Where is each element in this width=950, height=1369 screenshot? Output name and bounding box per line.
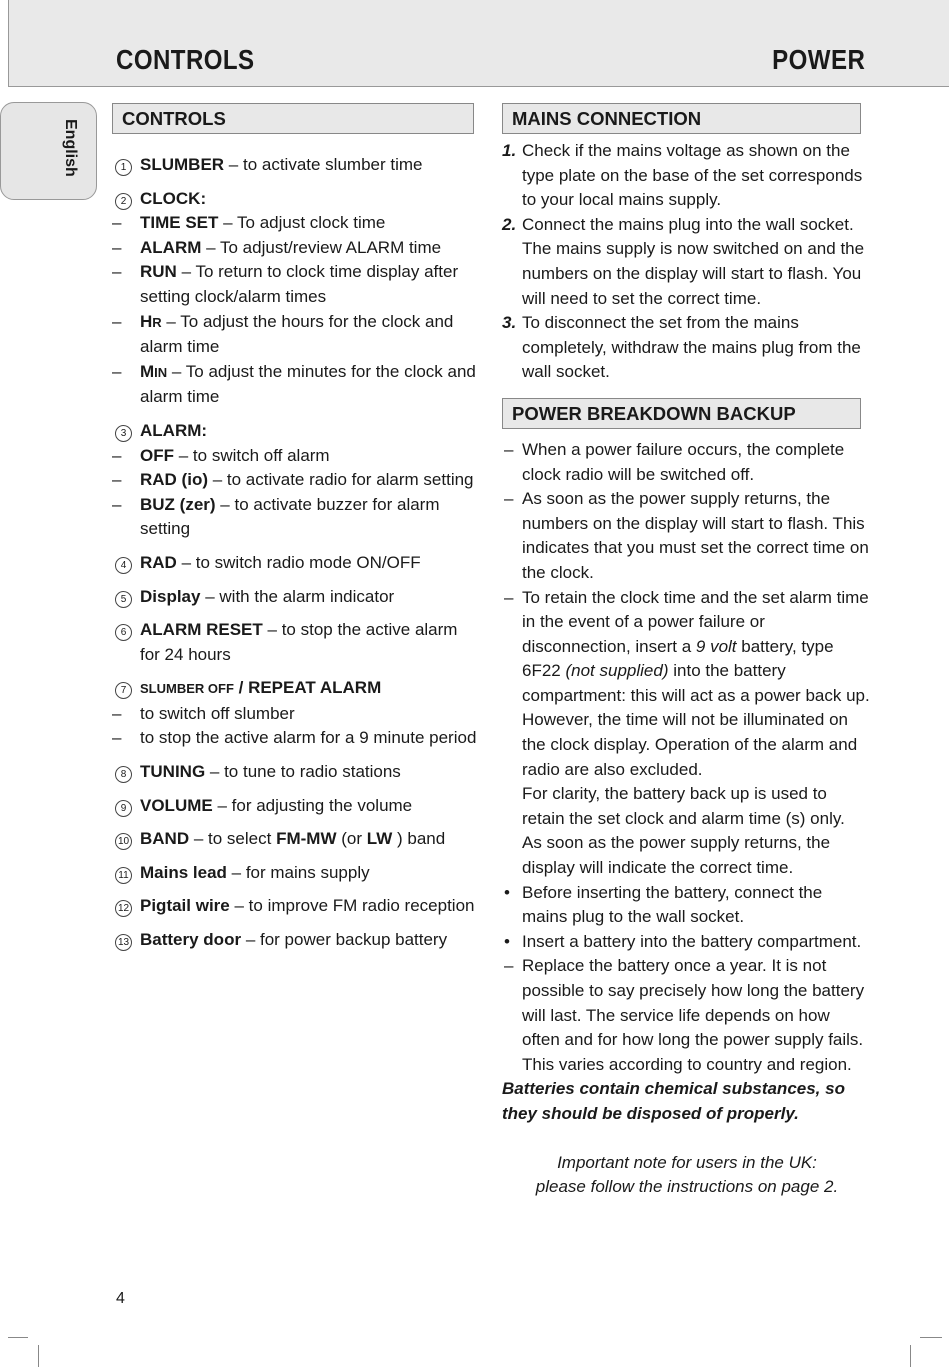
text-run: RAD — [140, 552, 177, 572]
backup-item — [502, 881, 872, 930]
text-run: Mains lead — [140, 862, 227, 882]
crop-mark — [8, 1337, 28, 1338]
text-run: ALARM RESET — [140, 620, 263, 640]
mains-step — [502, 311, 872, 385]
control-item — [112, 551, 478, 576]
controls-list — [112, 153, 478, 953]
crop-mark — [910, 1345, 911, 1367]
control-subitem — [112, 236, 478, 261]
item-number-badge: 3 — [115, 425, 132, 442]
mains-step — [502, 213, 872, 311]
item-number-badge: 13 — [115, 934, 132, 951]
text-run: IN — [154, 364, 168, 380]
text-run: BAND — [140, 829, 190, 849]
control-item — [112, 585, 478, 610]
text-run: – to activate buzzer for alarm setting — [140, 494, 440, 539]
control-subitem — [112, 468, 478, 493]
control-item — [112, 760, 478, 785]
item-number-badge: 9 — [115, 800, 132, 817]
text-run: to switch off slumber — [140, 703, 295, 723]
text-run: Insert a battery into the battery compartment. — [522, 931, 862, 951]
text-run: SLUMBER OFF — [140, 681, 234, 697]
backup-list — [502, 438, 872, 1077]
text-run: OFF — [140, 445, 174, 465]
text-run: R — [152, 314, 162, 330]
text-run: Before inserting the battery, connect the mains plug to the wall socket. — [522, 882, 823, 927]
dash-marker: – — [112, 262, 122, 282]
language-label: English — [62, 119, 79, 177]
step-number: 2. — [502, 214, 517, 234]
step-number: 1. — [502, 141, 517, 160]
mains-steps — [502, 139, 872, 385]
control-item — [112, 419, 478, 444]
text-run: 9 volt — [695, 636, 737, 656]
control-subitem — [112, 260, 478, 309]
control-item — [112, 794, 478, 819]
backup-heading: POWER BREAKDOWN BACKUP — [502, 398, 861, 429]
control-item — [112, 827, 478, 852]
text-run: battery, type 6F22 — [522, 636, 834, 681]
text-run: VOLUME — [140, 795, 213, 815]
control-item — [112, 861, 478, 886]
dash-marker: – — [112, 213, 122, 233]
control-item — [112, 676, 478, 702]
item-number-badge: 4 — [115, 557, 132, 574]
control-subitem — [112, 702, 478, 727]
backup-item — [502, 586, 872, 783]
text-run: Display — [140, 586, 201, 606]
control-item — [112, 618, 478, 667]
uk-note-line-2: please follow the instructions on page 2. — [535, 1177, 839, 1197]
backup-item — [502, 782, 872, 831]
crop-mark — [920, 1337, 942, 1338]
dash-marker: – — [112, 361, 122, 381]
text-run: – to switch radio mode ON/OFF — [181, 552, 421, 572]
backup-item — [502, 954, 872, 1077]
text-run: (or — [341, 829, 363, 849]
power-column — [502, 103, 872, 1200]
backup-item — [502, 930, 872, 955]
control-subitem — [112, 211, 478, 236]
text-run: SLUMBER — [140, 155, 225, 174]
step-text: Connect the mains plug into the wall socket. The mains supply is now switched on and the numbers on the display will start to flash. You will need to set the correct time. — [522, 214, 865, 308]
dash-marker: – — [112, 494, 122, 514]
text-run: – To adjust the hours for the clock and alarm time — [140, 311, 454, 357]
battery-warning: Batteries contain chemical substances, so they should be disposed of properly. — [502, 1079, 845, 1123]
item-number-badge: 10 — [115, 833, 132, 850]
item-number-badge: 11 — [115, 867, 132, 884]
control-subitem — [112, 360, 478, 410]
text-run: RAD (io) — [140, 470, 208, 490]
bullet-marker: – — [504, 489, 514, 509]
control-item — [112, 187, 478, 212]
text-run: FM-MW — [276, 829, 337, 849]
text-run: – to improve FM radio reception — [234, 896, 475, 916]
text-run: Battery door — [140, 930, 242, 950]
header-title-controls: CONTROLS — [116, 44, 255, 75]
item-number-badge: 5 — [115, 591, 132, 608]
item-number-badge: 7 — [115, 682, 132, 699]
item-number-badge: 2 — [115, 193, 132, 210]
text-run: RUN — [140, 262, 177, 282]
text-run: – To adjust/review ALARM time — [206, 237, 442, 257]
item-number-badge: 12 — [115, 900, 132, 917]
control-subitem — [112, 726, 478, 751]
text-run: – To adjust the minutes for the clock and alarm time — [140, 361, 476, 407]
bullet-marker: • — [504, 931, 510, 951]
text-run: CLOCK: — [140, 188, 207, 208]
controls-column — [112, 103, 478, 953]
item-number-badge: 6 — [115, 624, 132, 641]
text-run: – for adjusting the volume — [217, 795, 413, 815]
text-run: Pigtail wire — [140, 896, 230, 916]
step-text: Check if the mains voltage as shown on the type plate on the base of the set corresponds to your local mains supply. — [522, 141, 863, 210]
control-subitem — [112, 310, 478, 360]
control-item — [112, 153, 478, 178]
text-run: LW — [366, 829, 393, 849]
controls-heading: CONTROLS — [112, 103, 474, 134]
dash-marker: – — [112, 728, 122, 748]
text-run: (not supplied) — [565, 661, 669, 681]
text-run: – with the alarm indicator — [205, 586, 395, 606]
text-run: TIME SET — [140, 213, 219, 233]
control-item — [112, 928, 478, 953]
language-tab — [0, 102, 97, 200]
text-run: – to select — [193, 829, 272, 849]
page-number: 4 — [116, 1290, 125, 1307]
text-run: To retain the clock time and the set alarm time in the event of a power failure or disconnection, insert a — [522, 587, 869, 656]
text-run: For clarity, the battery back up is used to retain the set clock and alarm time (s) only. — [522, 784, 845, 828]
item-number-badge: 8 — [115, 766, 132, 783]
mains-step — [502, 139, 872, 213]
backup-item — [502, 831, 872, 880]
text-run: – To adjust clock time — [223, 213, 386, 233]
dash-marker: – — [112, 237, 122, 257]
backup-item — [502, 438, 872, 487]
text-run: into the battery compartment: this will act as a power back up. However, the time will not be illuminated on the clock display. Operation of the alarm and radio are also excluded. — [522, 661, 870, 779]
header-title-power: POWER — [771, 44, 865, 75]
text-run: – to tune to radio stations — [209, 762, 401, 782]
text-run: – for mains supply — [231, 862, 370, 882]
control-subitem — [112, 444, 478, 469]
backup-item — [502, 487, 872, 585]
step-text: To disconnect the set from the mains completely, withdraw the mains plug from the wall socket. — [522, 313, 861, 382]
text-run: TUNING — [140, 762, 206, 782]
bullet-marker: – — [504, 439, 514, 459]
text-run: M — [140, 361, 155, 381]
dash-marker: – — [112, 470, 122, 490]
step-number: 3. — [502, 313, 517, 333]
control-item — [112, 894, 478, 919]
text-run: ALARM: — [140, 420, 208, 440]
text-run: ALARM — [140, 237, 202, 257]
text-run: – To return to clock time display after setting clock/alarm times — [140, 262, 459, 306]
dash-marker: – — [112, 703, 122, 723]
text-run: – to activate slumber time — [228, 155, 423, 174]
bullet-marker: • — [504, 882, 510, 902]
text-run: When a power failure occurs, the complete clock radio will be switched off. — [522, 439, 845, 484]
crop-mark — [38, 1345, 39, 1367]
uk-note — [502, 1151, 872, 1200]
text-run: – to switch off alarm — [178, 445, 330, 465]
text-run: As soon as the power supply returns, the numbers on the display will start to flash. This indicates that you must set the correct time on the clock. — [522, 489, 869, 582]
text-run: to stop the active alarm for a 9 minute period — [140, 728, 477, 748]
text-run: Replace the battery once a year. It is not possible to say precisely how long the battery will last. The service life depends on how often and for how long the power supply fails. This varies according to country and region. — [522, 956, 865, 1074]
dash-marker: – — [112, 311, 122, 331]
text-run: – to activate radio for alarm setting — [212, 470, 474, 490]
text-run: BUZ (zer) — [140, 494, 216, 514]
uk-note-line-1: Important note for users in the UK: — [557, 1152, 817, 1172]
text-run: – for power backup battery — [245, 930, 448, 950]
text-run: As soon as the power supply returns, the display will indicate the correct time. — [522, 833, 831, 878]
text-run: ) band — [396, 829, 446, 849]
text-run: – to stop the active alarm for 24 hours — [140, 620, 458, 664]
text-run: / REPEAT ALARM — [238, 678, 382, 698]
text-run: H — [140, 311, 153, 331]
item-number-badge: 1 — [115, 159, 132, 176]
mains-heading: MAINS CONNECTION — [502, 103, 861, 134]
bullet-marker: – — [504, 587, 514, 607]
bullet-marker: – — [504, 956, 514, 976]
control-subitem — [112, 493, 478, 542]
dash-marker: – — [112, 445, 122, 465]
